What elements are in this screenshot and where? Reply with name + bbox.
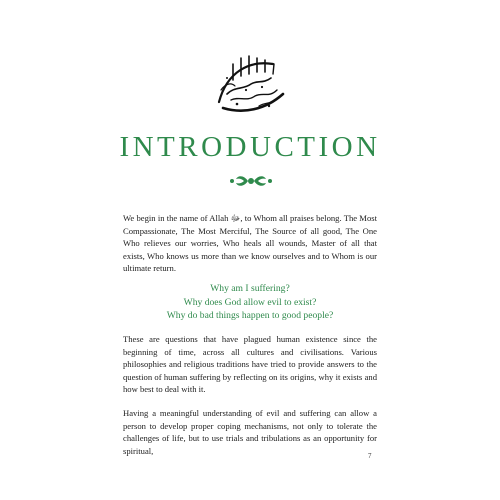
bismillah-calligraphy-icon (213, 50, 289, 118)
body-paragraph: These are questions that have plagued human existence since the beginning of time, across all cultures and civilisations. Various philosophies and religious traditions have tried to provide answers to the question of human suffering by reflecting on its origins, why it exists and how best to deal with it. (123, 334, 377, 395)
opening-paragraph: We begin in the name of Allah ﷻ, to Whom all praises belong. The Most Compassionate, The Most Merciful, The Source of all good, The One Who relieves our worries, Who heals all wounds, Master of all that exists, Who knows us more than we know ourselves and to Whom is our ultimate return. (123, 213, 377, 274)
question-line: Why does God allow evil to exist? (183, 296, 317, 308)
question-list (123, 282, 377, 323)
body-paragraph: Having a meaningful understanding of evil and suffering can allow a person to develop proper coping mechanisms, not only to tolerate the challenges of life, but to use trials and tribulations as an opportunity for spiritual, (123, 408, 377, 456)
page-number: 7 (368, 452, 372, 460)
chapter-title: INTRODUCTION (119, 131, 381, 163)
floral-ornament-icon (228, 173, 274, 189)
question-line: Why do bad things happen to good people? (166, 310, 334, 321)
question-line: Why am I suffering? (210, 283, 290, 294)
